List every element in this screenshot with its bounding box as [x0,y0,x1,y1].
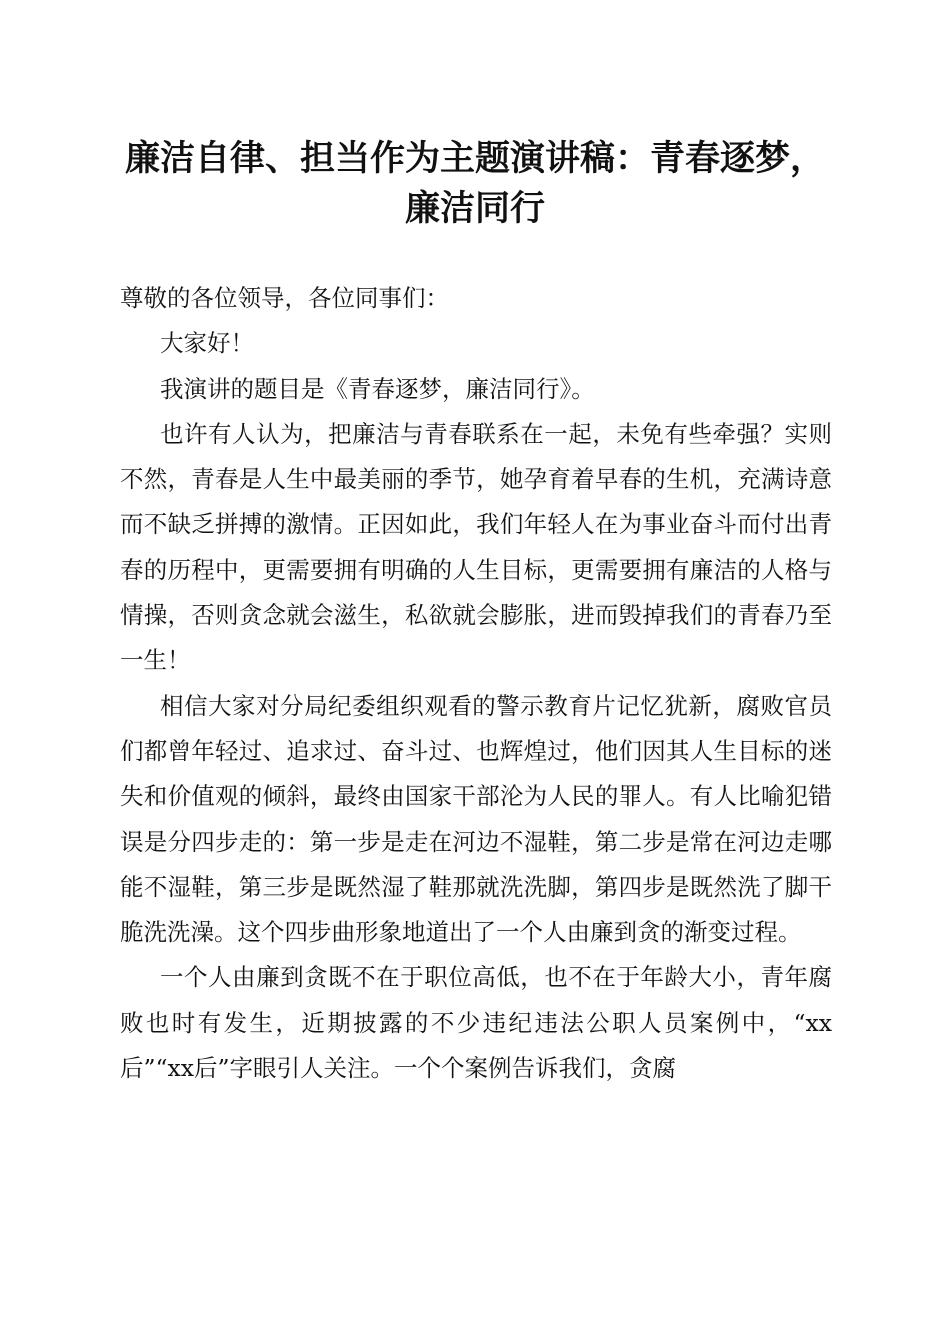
document-title [100,134,850,234]
salutation-paragraph: 尊敬的各位领导，各位同事们： [120,284,449,312]
body-paragraph: 一个人由廉到贪既不在于职位高低，也不在于年龄大小，青年腐败也时有发生，近期披露的不少违纪违法公职人员案例中，“xx后”“xx后”字眼引人关注。一个个案例告诉我们，贪腐 [120,963,832,1083]
title-line-2: 廉洁同行 [404,188,545,229]
document-body [120,276,832,1091]
speech-topic-paragraph: 我演讲的题目是《青春逐梦，廉洁同行》。 [160,374,595,403]
body-paragraph: 相信大家对分局纪委组织观看的警示教育片记忆犹新，腐败官员们都曾年轻过、追求过、奋斗过、也辉煌过，他们因其人生目标的迷失和价值观的倾斜，最终由国家干部沦为人民的罪人。有人比喻犯错误是分四步走的：第一步是走在河边不湿鞋，第二步是常在河边走哪能不湿鞋，第三步是既然湿了鞋那就洗洗脚，第四步是既然洗了脚干脆洗洗澡。这个四步曲形象地道出了一个人由廉到贪的渐变过程。 [120,691,832,947]
greeting-paragraph: 大家好！ [160,329,254,358]
title-line-1: 廉洁自律、担当作为主题演讲稿：青春逐梦， [124,138,825,179]
body-paragraph: 也许有人认为，把廉洁与青春联系在一起，未免有些牵强？实则不然，青春是人生中最美丽的季节，她孕育着早春的生机，充满诗意而不缺乏拼搏的激情。正因如此，我们年轻人在为事业奋斗而付出青春的历程中，更需要拥有明确的人生目标，更需要拥有廉洁的人格与情操，否则贪念就会滋生，私欲就会膨胀，进而毁掉我们的青春乃至一生！ [120,419,832,675]
